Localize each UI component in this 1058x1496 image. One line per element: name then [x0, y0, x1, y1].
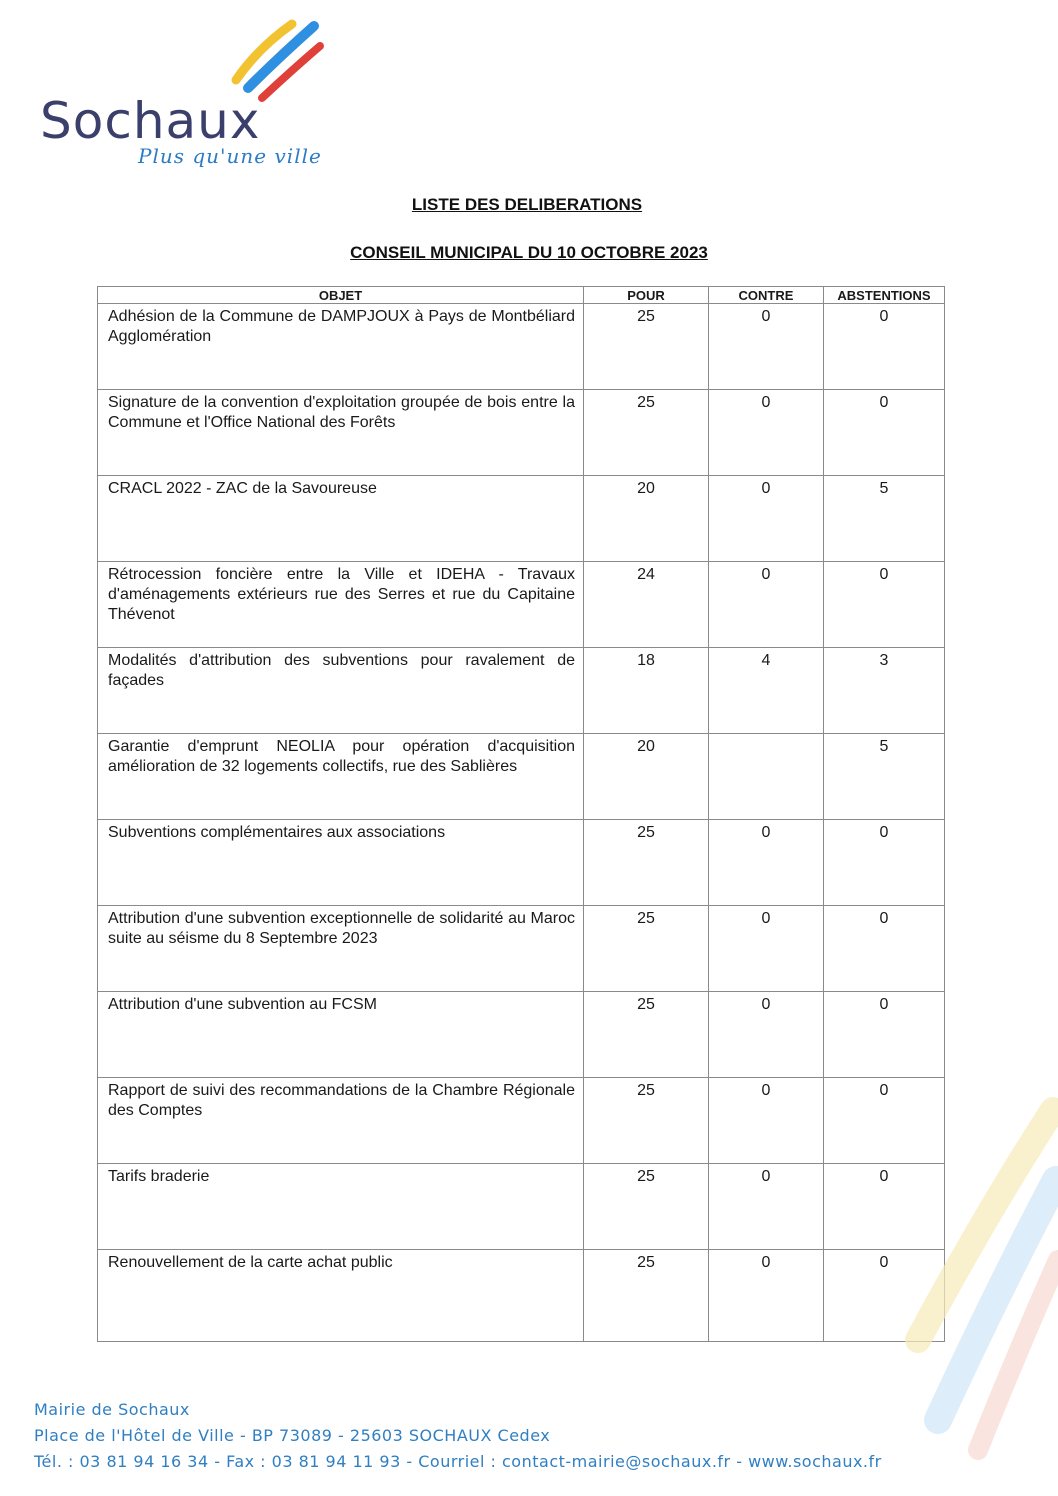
row-objet: Rétrocession foncière entre la Ville et IDEHA - Travaux d'aménagements extérieurs rue des Serres et rue du Capitaine Thévenot	[98, 562, 584, 648]
row-contre: 0	[709, 390, 824, 476]
row-abstentions: 0	[824, 304, 945, 390]
row-pour: 25	[584, 906, 709, 992]
row-contre: 0	[709, 1250, 824, 1342]
row-contre: 0	[709, 820, 824, 906]
row-contre: 0	[709, 906, 824, 992]
row-objet: Attribution d'une subvention au FCSM	[98, 992, 584, 1078]
decorative-swoosh-icon	[878, 1090, 1058, 1470]
table-row	[98, 906, 945, 992]
row-contre: 0	[709, 304, 824, 390]
row-objet: Signature de la convention d'exploitation groupée de bois entre la Commune et l'Office National des Forêts	[98, 390, 584, 476]
footer-mairie: Mairie de Sochaux	[34, 1400, 190, 1419]
logo-wordmark: Sochaux	[40, 92, 261, 150]
logo-tagline: Plus qu'une ville	[138, 144, 322, 168]
table-row	[98, 820, 945, 906]
header-contre: CONTRE	[709, 287, 824, 304]
table-header-row	[98, 287, 945, 304]
row-contre: 0	[709, 1164, 824, 1250]
footer-address: Place de l'Hôtel de Ville - BP 73089 - 25603 SOCHAUX Cedex	[34, 1426, 551, 1445]
document-title: LISTE DES DELIBERATIONS	[411, 195, 643, 214]
row-contre: 4	[709, 648, 824, 734]
row-objet: Rapport de suivi des recommandations de la Chambre Régionale des Comptes	[98, 1078, 584, 1164]
row-objet: Renouvellement de la carte achat public	[98, 1250, 584, 1342]
row-contre: 0	[709, 1078, 824, 1164]
row-pour: 20	[584, 476, 709, 562]
row-contre: 0	[709, 476, 824, 562]
row-objet: Attribution d'une subvention exceptionnelle de solidarité au Maroc suite au séisme du 8 Septembre 2023	[98, 906, 584, 992]
row-pour: 20	[584, 734, 709, 820]
table-row	[98, 1078, 945, 1164]
row-abstentions: 5	[824, 476, 945, 562]
header-pour: POUR	[584, 287, 709, 304]
row-abstentions: 0	[824, 906, 945, 992]
council-date-title: CONSEIL MUNICIPAL DU 10 OCTOBRE 2023	[350, 243, 708, 262]
row-pour: 25	[584, 304, 709, 390]
row-pour: 24	[584, 562, 709, 648]
row-pour: 25	[584, 390, 709, 476]
sochaux-logo	[38, 18, 358, 178]
row-pour: 25	[584, 1078, 709, 1164]
row-objet: Adhésion de la Commune de DAMPJOUX à Pays de Montbéliard Agglomération	[98, 304, 584, 390]
row-abstentions: 0	[824, 992, 945, 1078]
row-objet: CRACL 2022 - ZAC de la Savoureuse	[98, 476, 584, 562]
row-abstentions: 0	[824, 1250, 945, 1342]
row-contre: 0	[709, 562, 824, 648]
table-row	[98, 1250, 945, 1342]
table-row	[98, 476, 945, 562]
row-objet: Tarifs braderie	[98, 1164, 584, 1250]
row-pour: 25	[584, 992, 709, 1078]
row-abstentions: 3	[824, 648, 945, 734]
row-pour: 25	[584, 820, 709, 906]
row-abstentions: 0	[824, 390, 945, 476]
row-abstentions: 5	[824, 734, 945, 820]
header-objet: OBJET	[98, 287, 584, 304]
table-row	[98, 390, 945, 476]
table-row	[98, 562, 945, 648]
row-abstentions: 0	[824, 1078, 945, 1164]
header-abstentions: ABSTENTIONS	[824, 287, 945, 304]
footer-contact: Tél. : 03 81 94 16 34 - Fax : 03 81 94 11 93 - Courriel : contact-mairie@sochaux.fr - www.sochaux.fr	[34, 1452, 882, 1471]
table-row	[98, 1164, 945, 1250]
row-abstentions: 0	[824, 562, 945, 648]
row-objet: Garantie d'emprunt NEOLIA pour opération d'acquisition amélioration de 32 logements collectifs, rue des Sablières	[98, 734, 584, 820]
row-abstentions: 0	[824, 820, 945, 906]
row-contre	[709, 734, 824, 820]
table-row	[98, 734, 945, 820]
deliberations-table	[97, 286, 945, 1342]
row-objet: Subventions complémentaires aux associations	[98, 820, 584, 906]
row-pour: 25	[584, 1250, 709, 1342]
row-abstentions: 0	[824, 1164, 945, 1250]
table-row	[98, 992, 945, 1078]
row-pour: 25	[584, 1164, 709, 1250]
table-row	[98, 648, 945, 734]
row-objet: Modalités d'attribution des subventions pour ravalement de façades	[98, 648, 584, 734]
table-row	[98, 304, 945, 390]
row-pour: 18	[584, 648, 709, 734]
row-contre: 0	[709, 992, 824, 1078]
